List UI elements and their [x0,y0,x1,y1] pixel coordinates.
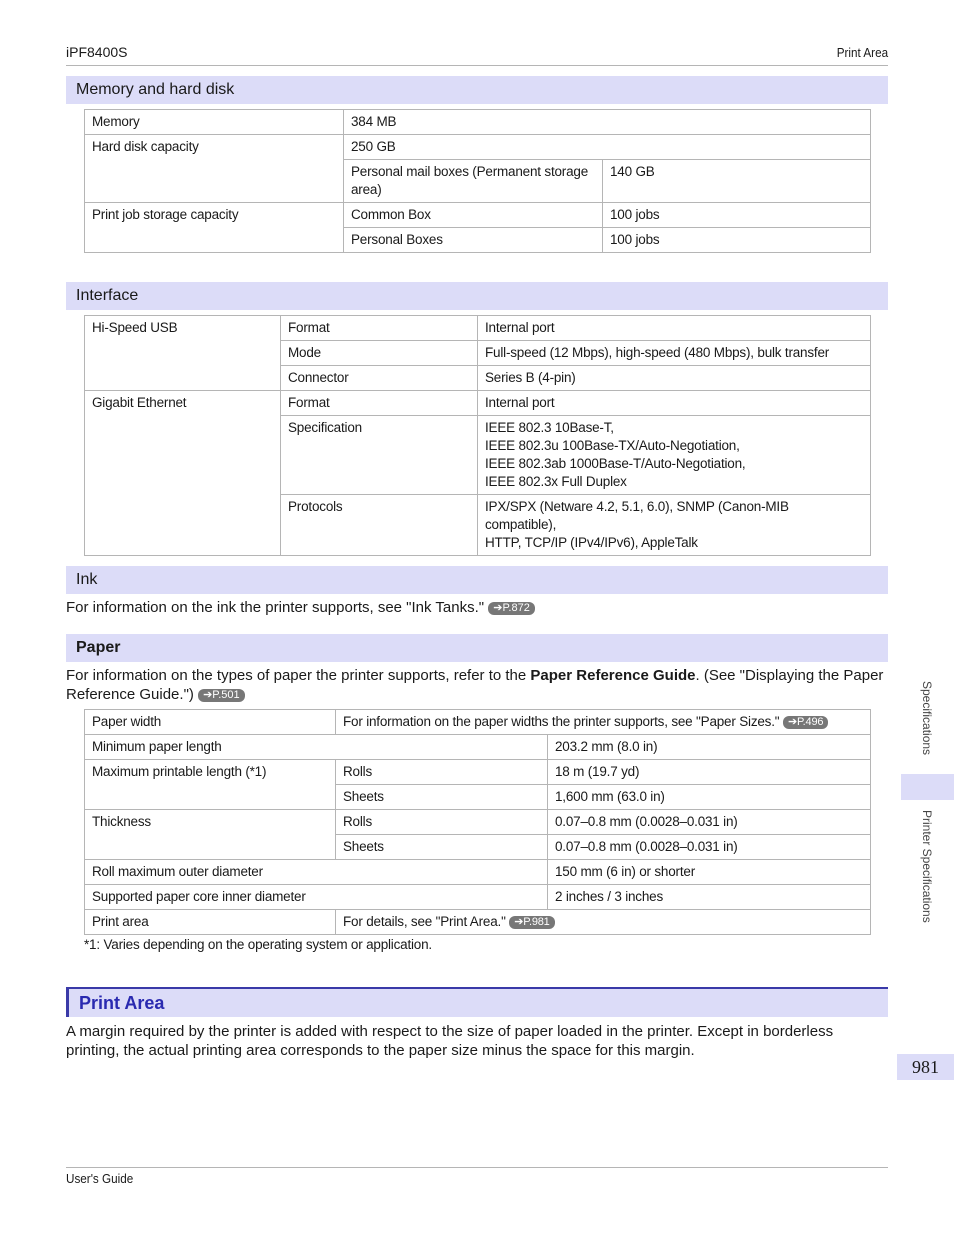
ink-text: For information on the ink the printer supports, see "Ink Tanks." [66,599,485,616]
table-cell [478,495,871,556]
running-section-title: Print Area [836,45,888,60]
table-cell: Mode [281,341,478,366]
ink-paragraph [66,598,888,617]
spec-line: IEEE 802.3x Full Duplex [485,474,627,489]
protocol-line: HTTP, TCP/IP (IPv4/IPv6), AppleTalk [485,535,698,550]
table-row [85,391,871,416]
footnote: *1: Varies depending on the operating system or application. [84,937,432,952]
table-cell: 140 GB [603,160,871,203]
table-cell: 0.07–0.8 mm (0.0028–0.031 in) [548,810,871,835]
product-model: iPF8400S [66,44,128,60]
table-row [85,110,871,135]
table-cell: Memory [85,110,344,135]
page-reference-link[interactable]: ➔P.496 [783,716,828,729]
header-rule [66,65,888,66]
table-cell: Internal port [478,316,871,341]
table-cell: Format [281,316,478,341]
table-cell [478,416,871,495]
table-cell: Full-speed (12 Mbps), high-speed (480 Mbps), bulk transfer [478,341,871,366]
table-row [85,860,871,885]
table-cell: 203.2 mm (8.0 in) [548,735,871,760]
table-cell: Personal Boxes [344,228,603,253]
section-heading-interface: Interface [66,282,888,310]
page-reference-link[interactable]: ➔P.981 [509,916,554,929]
memory-table [84,109,871,253]
paper-table [84,709,871,935]
protocol-line: IPX/SPX (Netware 4.2, 5.1, 6.0), SNMP (Canon-MIB compatible), [485,499,789,532]
table-row [85,203,871,228]
table-cell: Sheets [336,785,548,810]
table-cell: 384 MB [344,110,871,135]
table-cell: Hard disk capacity [85,135,344,203]
table-row [85,710,871,735]
table-row [85,135,871,160]
spec-line: IEEE 802.3ab 1000Base-T/Auto-Negotiation, [485,456,746,471]
table-cell: Supported paper core inner diameter [85,885,548,910]
table-cell: Common Box [344,203,603,228]
interface-table [84,315,871,556]
print-area-text: For details, see "Print Area." [343,914,506,929]
main-heading-print-area: Print Area [66,987,888,1017]
print-area-paragraph: A margin required by the printer is added with respect to the size of paper loaded in the printer. Except in borderless printing, the actual printing area corresponds to the paper size minus the space for this margin. [66,1023,834,1059]
table-cell: Maximum printable length (*1) [85,760,336,810]
table-cell: 100 jobs [603,203,871,228]
paper-text-after: . (See "Displaying the Paper Reference Guide.") [66,667,884,703]
table-cell: Paper width [85,710,336,735]
side-tab-specifications[interactable]: Specifications [920,681,934,756]
section-heading-paper: Paper [66,634,888,662]
table-cell: Protocols [281,495,478,556]
table-cell: 1,600 mm (63.0 in) [548,785,871,810]
paper-guide-name: Paper Reference Guide [530,667,696,684]
table-cell: Gigabit Ethernet [85,391,281,556]
paper-text: For information on the types of paper the printer supports, refer to the [66,667,531,684]
table-cell: 100 jobs [603,228,871,253]
table-cell: 250 GB [344,135,871,160]
spec-line: IEEE 802.3u 100Base-TX/Auto-Negotiation, [485,438,740,453]
table-cell: Thickness [85,810,336,860]
section-heading-ink: Ink [66,566,888,594]
table-cell: 2 inches / 3 inches [548,885,871,910]
section-heading-memory: Memory and hard disk [66,76,888,104]
page-number: 981 [897,1054,954,1080]
side-tab-printer-specifications[interactable]: Printer Specifications [920,810,934,923]
table-row [85,810,871,835]
page-reference-link[interactable]: ➔P.872 [488,602,535,615]
footer-rule [66,1167,888,1168]
table-cell: 150 mm (6 in) or shorter [548,860,871,885]
footer-guide-title: User's Guide [66,1171,134,1186]
table-cell [336,710,871,735]
paper-width-text: For information on the paper widths the printer supports, see "Paper Sizes." [343,714,780,729]
table-cell: Personal mail boxes (Permanent storage area) [344,160,603,203]
table-row [85,316,871,341]
table-cell: Rolls [336,760,548,785]
table-cell: Rolls [336,810,548,835]
table-cell: 0.07–0.8 mm (0.0028–0.031 in) [548,835,871,860]
table-cell: Hi-Speed USB [85,316,281,391]
table-cell: Connector [281,366,478,391]
table-cell: Format [281,391,478,416]
paper-paragraph [66,666,888,704]
table-cell: Minimum paper length [85,735,548,760]
table-row [85,735,871,760]
page-reference-link[interactable]: ➔P.501 [198,689,245,702]
table-cell: Specification [281,416,478,495]
table-cell: Internal port [478,391,871,416]
table-row [85,760,871,785]
table-cell: Roll maximum outer diameter [85,860,548,885]
table-row [85,885,871,910]
table-cell: Sheets [336,835,548,860]
table-cell: 18 m (19.7 yd) [548,760,871,785]
table-cell: Print area [85,910,336,935]
table-cell [336,910,871,935]
table-row [85,910,871,935]
spec-line: IEEE 802.3 10Base-T, [485,420,614,435]
table-cell: Print job storage capacity [85,203,344,253]
side-tab-marker [901,774,954,800]
table-cell: Series B (4-pin) [478,366,871,391]
